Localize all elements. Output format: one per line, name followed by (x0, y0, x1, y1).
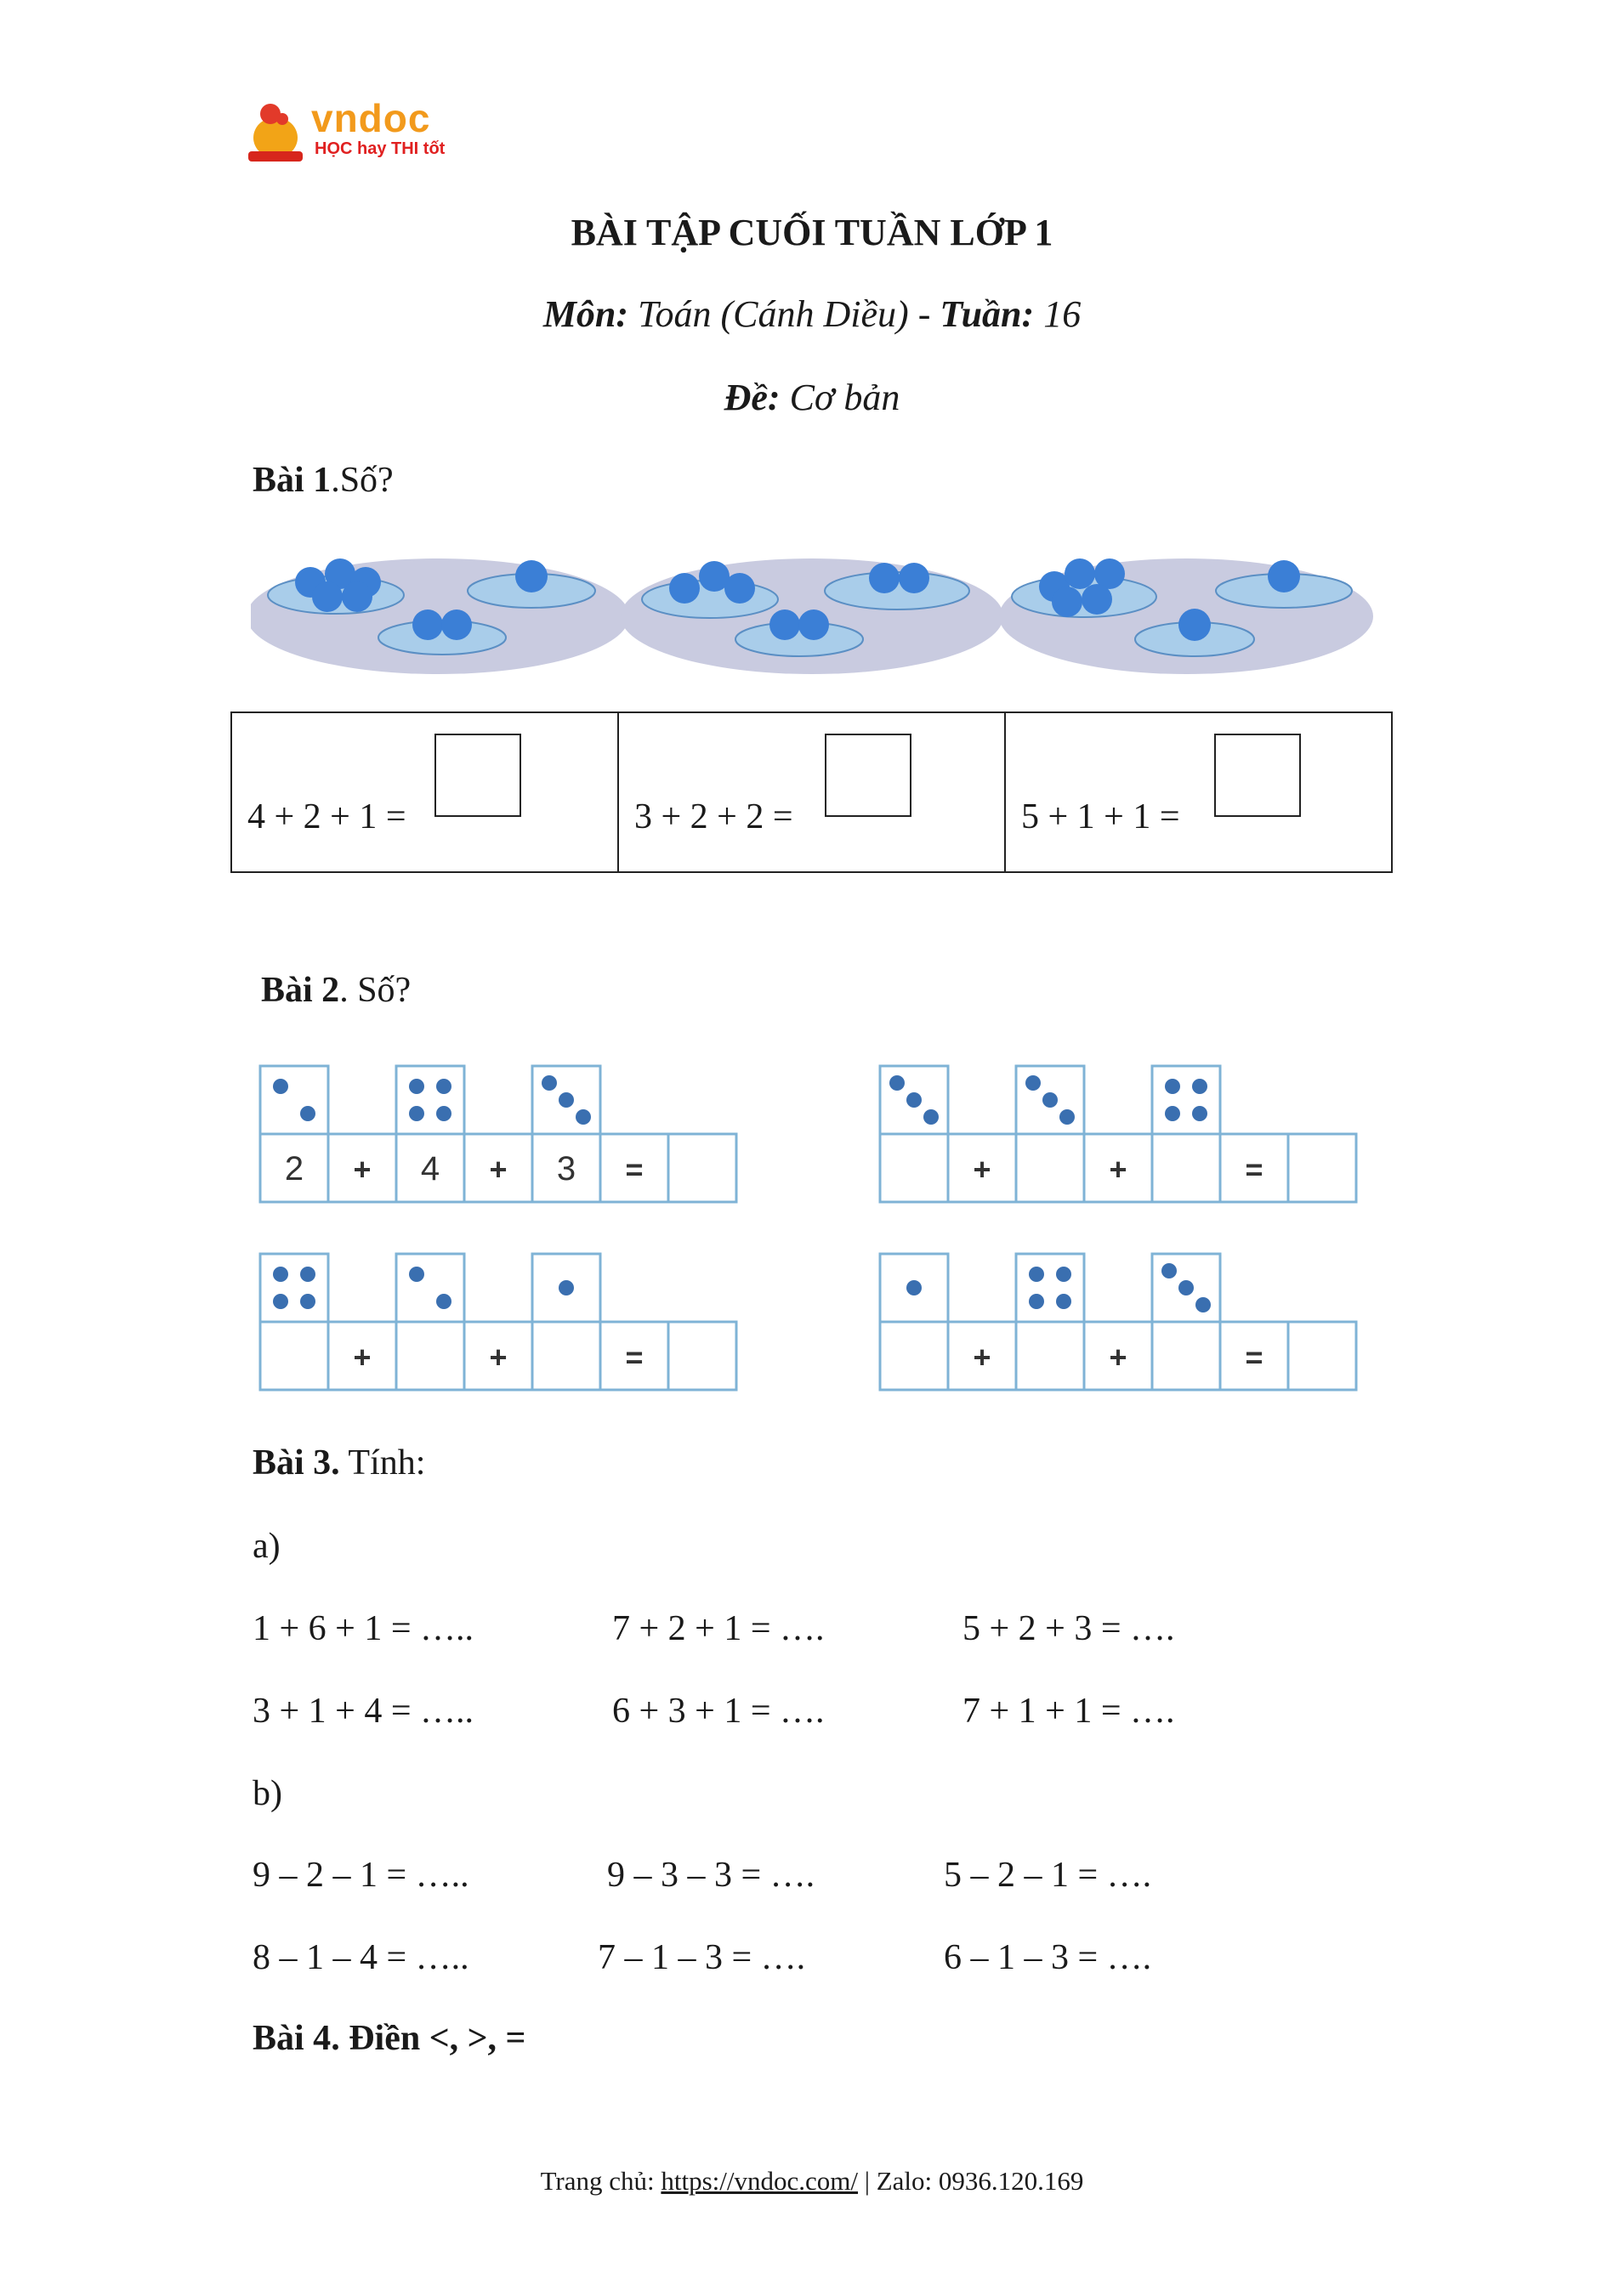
apple-plates-illustration (251, 536, 1373, 676)
die-pip (436, 1106, 451, 1121)
die-pip (1042, 1092, 1058, 1108)
bai4-label: Bài 4 (253, 2019, 332, 2058)
calc-item: 6 + 3 + 1 = …. (612, 1692, 825, 1731)
page-footer (0, 2166, 1624, 2197)
bai4-prompt: . Điền <, >, = (331, 2019, 526, 2058)
page-title: BÀI TẬP CUỐI TUẦN LỚP 1 (571, 212, 1053, 253)
level-label: Đề: (724, 377, 781, 418)
calc-item: 6 – 1 – 3 = …. (944, 1938, 1152, 1977)
cell-operator: = (625, 1152, 644, 1187)
calc-item: 9 – 2 – 1 = ….. (253, 1856, 469, 1895)
answer-cell[interactable] (396, 1322, 464, 1390)
die-pip (1056, 1294, 1071, 1309)
bai3-heading (253, 1443, 425, 1483)
footer-suffix: | Zalo: 0936.120.169 (858, 2166, 1084, 2196)
answer-cell[interactable] (1016, 1322, 1084, 1390)
cell-operator: = (1245, 1340, 1263, 1375)
die-face (1152, 1066, 1220, 1134)
die-pip (889, 1075, 905, 1091)
answer-cell[interactable] (532, 1322, 600, 1390)
die-pip (1029, 1267, 1044, 1282)
die-pip (1192, 1106, 1207, 1121)
calc-item: 5 – 2 – 1 = …. (944, 1856, 1152, 1895)
calc-item: 7 + 2 + 1 = …. (612, 1609, 825, 1648)
die-pip (409, 1267, 424, 1282)
calc-item: 3 + 1 + 4 = ….. (253, 1692, 474, 1731)
answer-cell[interactable] (260, 1322, 328, 1390)
die-pip (300, 1267, 315, 1282)
die-face (396, 1254, 464, 1322)
cell-operator: + (1109, 1340, 1127, 1375)
die-pip (1161, 1263, 1177, 1278)
die-pip (1059, 1109, 1075, 1125)
bai2-prompt: . Số? (339, 971, 412, 1010)
bai1-heading (253, 460, 394, 501)
subject-value: Toán (Cánh Diều) (638, 293, 909, 335)
die-pip (300, 1294, 315, 1309)
die-face (396, 1066, 464, 1134)
die-pip (1192, 1079, 1207, 1094)
die-pip (1165, 1106, 1180, 1121)
cell-operator: + (973, 1340, 991, 1375)
answer-cell[interactable] (668, 1134, 736, 1202)
logo-wordmark: vndoc (311, 96, 431, 140)
cell-operator: + (973, 1152, 991, 1187)
bai1-cell (618, 712, 1005, 872)
answer-box[interactable] (434, 734, 521, 817)
die-pip (559, 1280, 574, 1295)
cell-number: 4 (420, 1150, 440, 1188)
cell-number: 3 (556, 1150, 576, 1188)
subject-dash: - (908, 293, 940, 335)
calc-item: 7 + 1 + 1 = …. (962, 1692, 1175, 1731)
die-pip (542, 1075, 557, 1091)
calc-item: 1 + 6 + 1 = ….. (253, 1609, 474, 1648)
die-pip (436, 1294, 451, 1309)
calc-item: 7 – 1 – 3 = …. (598, 1938, 806, 1977)
calc-item: 5 + 2 + 3 = …. (962, 1609, 1175, 1648)
calc-item: 9 – 3 – 3 = …. (607, 1856, 815, 1895)
die-pip (409, 1079, 424, 1094)
die-pip (273, 1079, 288, 1094)
subject-line (0, 292, 1624, 336)
bai1-equation: 3 + 2 + 2 = (634, 797, 793, 836)
die-pip (300, 1106, 315, 1121)
die-pip (1056, 1267, 1071, 1282)
level-line (0, 376, 1624, 419)
bai2-label: Bài 2 (261, 971, 340, 1010)
answer-cell[interactable] (668, 1322, 736, 1390)
logo-tagline: HỌC hay THI tốt (315, 139, 446, 158)
die-pip (273, 1267, 288, 1282)
bai1-cell (231, 712, 618, 872)
answer-box[interactable] (1214, 734, 1301, 817)
die-pip (1025, 1075, 1041, 1091)
die-face (1016, 1254, 1084, 1322)
die-pip (409, 1106, 424, 1121)
cell-operator: + (489, 1340, 508, 1375)
die-pip (1178, 1280, 1194, 1295)
answer-cell[interactable] (880, 1134, 948, 1202)
cell-number: 2 (284, 1150, 304, 1188)
footer-prefix: Trang chủ: (540, 2166, 662, 2196)
level-value: Cơ bản (789, 377, 900, 418)
answer-cell[interactable] (880, 1322, 948, 1390)
bai1-equation-table (230, 711, 1393, 873)
die-pip (1029, 1294, 1044, 1309)
die-pip (559, 1092, 574, 1108)
dice-puzzle (258, 1252, 738, 1393)
week-value: 16 (1043, 293, 1082, 335)
bai1-equation: 5 + 1 + 1 = (1021, 797, 1180, 836)
die-pip (436, 1079, 451, 1094)
vndoc-logo (245, 95, 457, 168)
answer-box[interactable] (825, 734, 911, 817)
die-pip (906, 1092, 922, 1108)
footer-link[interactable]: https://vndoc.com/ (661, 2166, 859, 2196)
answer-cell[interactable] (1288, 1134, 1356, 1202)
rooster-mascot-icon (245, 99, 306, 167)
bai3-part-b: b) (253, 1774, 282, 1813)
bai1-equation: 4 + 2 + 1 = (247, 797, 406, 836)
answer-cell[interactable] (1288, 1322, 1356, 1390)
answer-cell[interactable] (1152, 1322, 1220, 1390)
cell-operator: = (625, 1340, 644, 1375)
answer-cell[interactable] (1016, 1134, 1084, 1202)
die-face (260, 1066, 328, 1134)
bai3-prompt: Tính: (339, 1443, 426, 1482)
subject-label: Môn: (542, 293, 629, 335)
bai1-prompt: .Số? (331, 461, 394, 500)
dice-puzzle (878, 1252, 1358, 1393)
week-label: Tuần: (940, 293, 1035, 335)
answer-cell[interactable] (1152, 1134, 1220, 1202)
die-pip (906, 1280, 922, 1295)
cell-operator: + (353, 1152, 372, 1187)
bai4-heading (253, 2018, 526, 2059)
die-pip (923, 1109, 939, 1125)
die-pip (576, 1109, 591, 1125)
die-pip (273, 1294, 288, 1309)
cell-operator: + (1109, 1152, 1127, 1187)
dice-puzzle (258, 1064, 738, 1205)
bai1-cell (1005, 712, 1392, 872)
cell-operator: + (489, 1152, 508, 1187)
cell-operator: = (1245, 1152, 1263, 1187)
dice-puzzle (878, 1064, 1358, 1205)
bai3-part-a: a) (253, 1527, 281, 1566)
calc-item: 8 – 1 – 4 = ….. (253, 1938, 469, 1977)
die-face (260, 1254, 328, 1322)
bai3-label: Bài 3. (253, 1443, 340, 1482)
die-pip (1165, 1079, 1180, 1094)
die-pip (1195, 1297, 1211, 1312)
bai2-heading (261, 970, 411, 1011)
bai1-label: Bài 1 (253, 461, 332, 500)
cell-operator: + (353, 1340, 372, 1375)
